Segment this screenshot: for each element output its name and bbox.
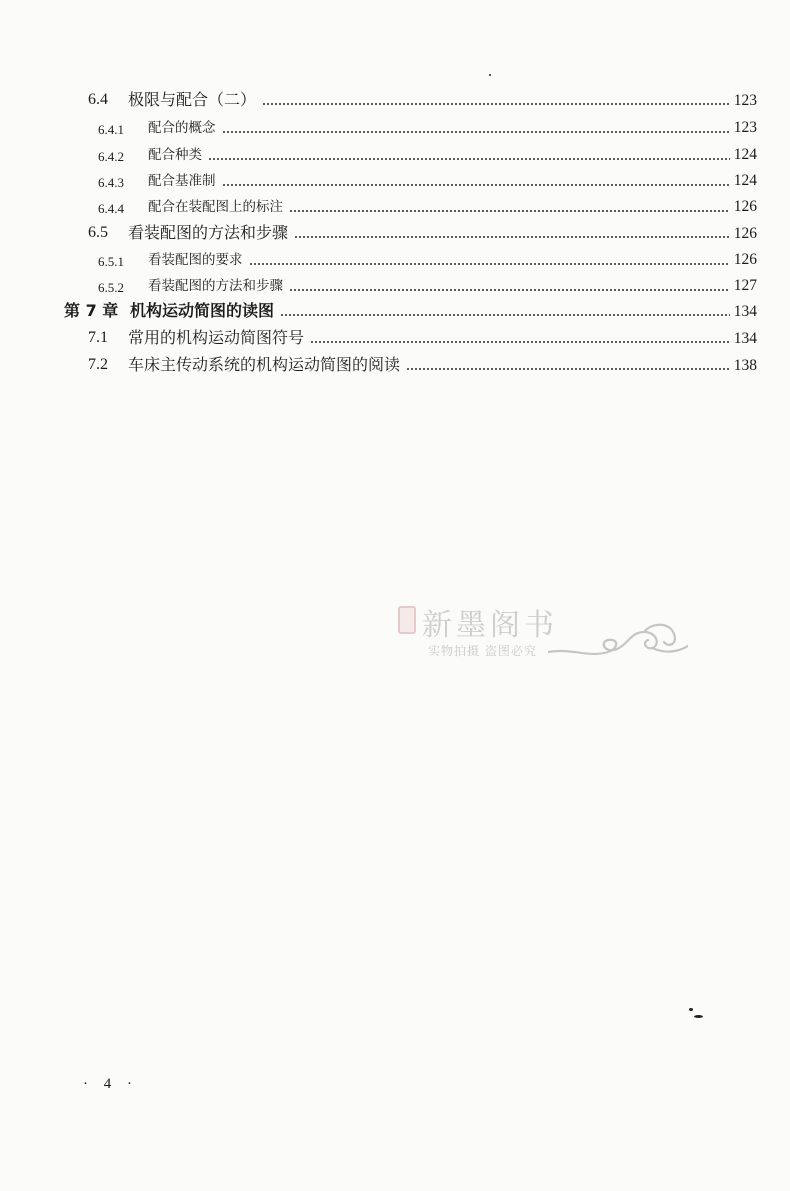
toc-entry-page: 138 xyxy=(733,356,757,374)
toc-entry-title: 看装配图的方法和步骤 xyxy=(148,278,283,294)
toc-entry-page: 124 xyxy=(733,172,757,189)
dot-leader xyxy=(208,157,730,161)
toc-entry-page: 134 xyxy=(733,302,757,320)
toc-entry[interactable] xyxy=(98,252,757,268)
dot-leader xyxy=(280,313,730,317)
toc-entry-page: 123 xyxy=(733,91,757,109)
toc-entry-title: 配合的概念 xyxy=(148,120,216,136)
seal-icon xyxy=(398,606,416,634)
toc-chapter-title: 机构运动简图的读图 xyxy=(130,301,275,320)
dot-leader xyxy=(289,209,730,213)
toc-entry-number: 6.5 xyxy=(88,224,108,241)
toc-entry-number: 6.5.2 xyxy=(98,279,124,295)
watermark-brand: 新墨阁书 xyxy=(422,608,558,643)
scan-speck xyxy=(694,1015,703,1018)
dot-leader xyxy=(249,262,730,266)
toc-entry-title: 配合在装配图上的标注 xyxy=(148,199,283,215)
dot-leader xyxy=(310,340,730,344)
toc-entry[interactable] xyxy=(88,225,757,241)
toc-entry[interactable] xyxy=(98,147,757,163)
toc-entry-page: 126 xyxy=(733,251,757,268)
toc-entry[interactable] xyxy=(98,278,757,294)
toc-entry[interactable] xyxy=(98,173,757,189)
toc-entry-number: 6.4.4 xyxy=(98,200,124,216)
toc-entry-title: 配合种类 xyxy=(148,147,202,163)
dot-leader xyxy=(294,235,730,239)
toc-entry-page: 127 xyxy=(733,277,757,294)
toc-entry-title: 常用的机构运动简图符号 xyxy=(128,328,305,347)
toc-entry-title: 看装配图的要求 xyxy=(148,252,243,268)
toc-entry-page: 123 xyxy=(733,119,757,136)
toc-entry-number: 6.4.3 xyxy=(98,174,124,190)
toc-entry-page: 124 xyxy=(733,146,757,163)
toc-entry[interactable] xyxy=(88,92,757,108)
toc-entry-title: 配合基准制 xyxy=(148,173,216,189)
toc-entry[interactable] xyxy=(88,330,757,346)
toc-entry[interactable] xyxy=(98,199,757,215)
toc-entry-page: 126 xyxy=(733,198,757,215)
toc-entry-number: 6.4.2 xyxy=(98,148,124,164)
toc-entry-number: 7.2 xyxy=(88,356,108,373)
toc-entry-page: 126 xyxy=(733,224,757,242)
toc-entry[interactable] xyxy=(88,357,757,373)
dot-leader xyxy=(222,130,730,134)
toc-entry-title: 车床主传动系统的机构运动简图的阅读 xyxy=(128,355,401,374)
toc-chapter-entry[interactable] xyxy=(64,303,757,319)
toc-entry-number: 6.5.1 xyxy=(98,253,124,269)
scan-speck xyxy=(689,1008,693,1011)
page-number: · 4 · xyxy=(83,1076,138,1092)
dot-leader xyxy=(222,183,730,187)
toc-entry-page: 134 xyxy=(733,329,757,347)
toc-entry-number: 7.1 xyxy=(88,329,108,346)
watermark-subtitle: 实物拍摄 盗图必究 xyxy=(428,644,537,658)
toc-entry-number: 6.4 xyxy=(88,91,108,108)
dot-leader xyxy=(289,288,730,292)
watermark xyxy=(398,600,688,670)
toc-chapter-number: 第 7 章 xyxy=(64,301,119,320)
toc-entry-title: 极限与配合（二） xyxy=(128,90,257,109)
toc-entry-number: 6.4.1 xyxy=(98,121,124,137)
cloud-swirl-icon xyxy=(548,618,688,668)
dot-leader xyxy=(262,102,730,106)
dot-leader xyxy=(406,367,730,371)
scan-speck xyxy=(489,74,491,76)
toc-entry[interactable] xyxy=(98,120,757,136)
toc-entry-title: 看装配图的方法和步骤 xyxy=(128,223,289,242)
